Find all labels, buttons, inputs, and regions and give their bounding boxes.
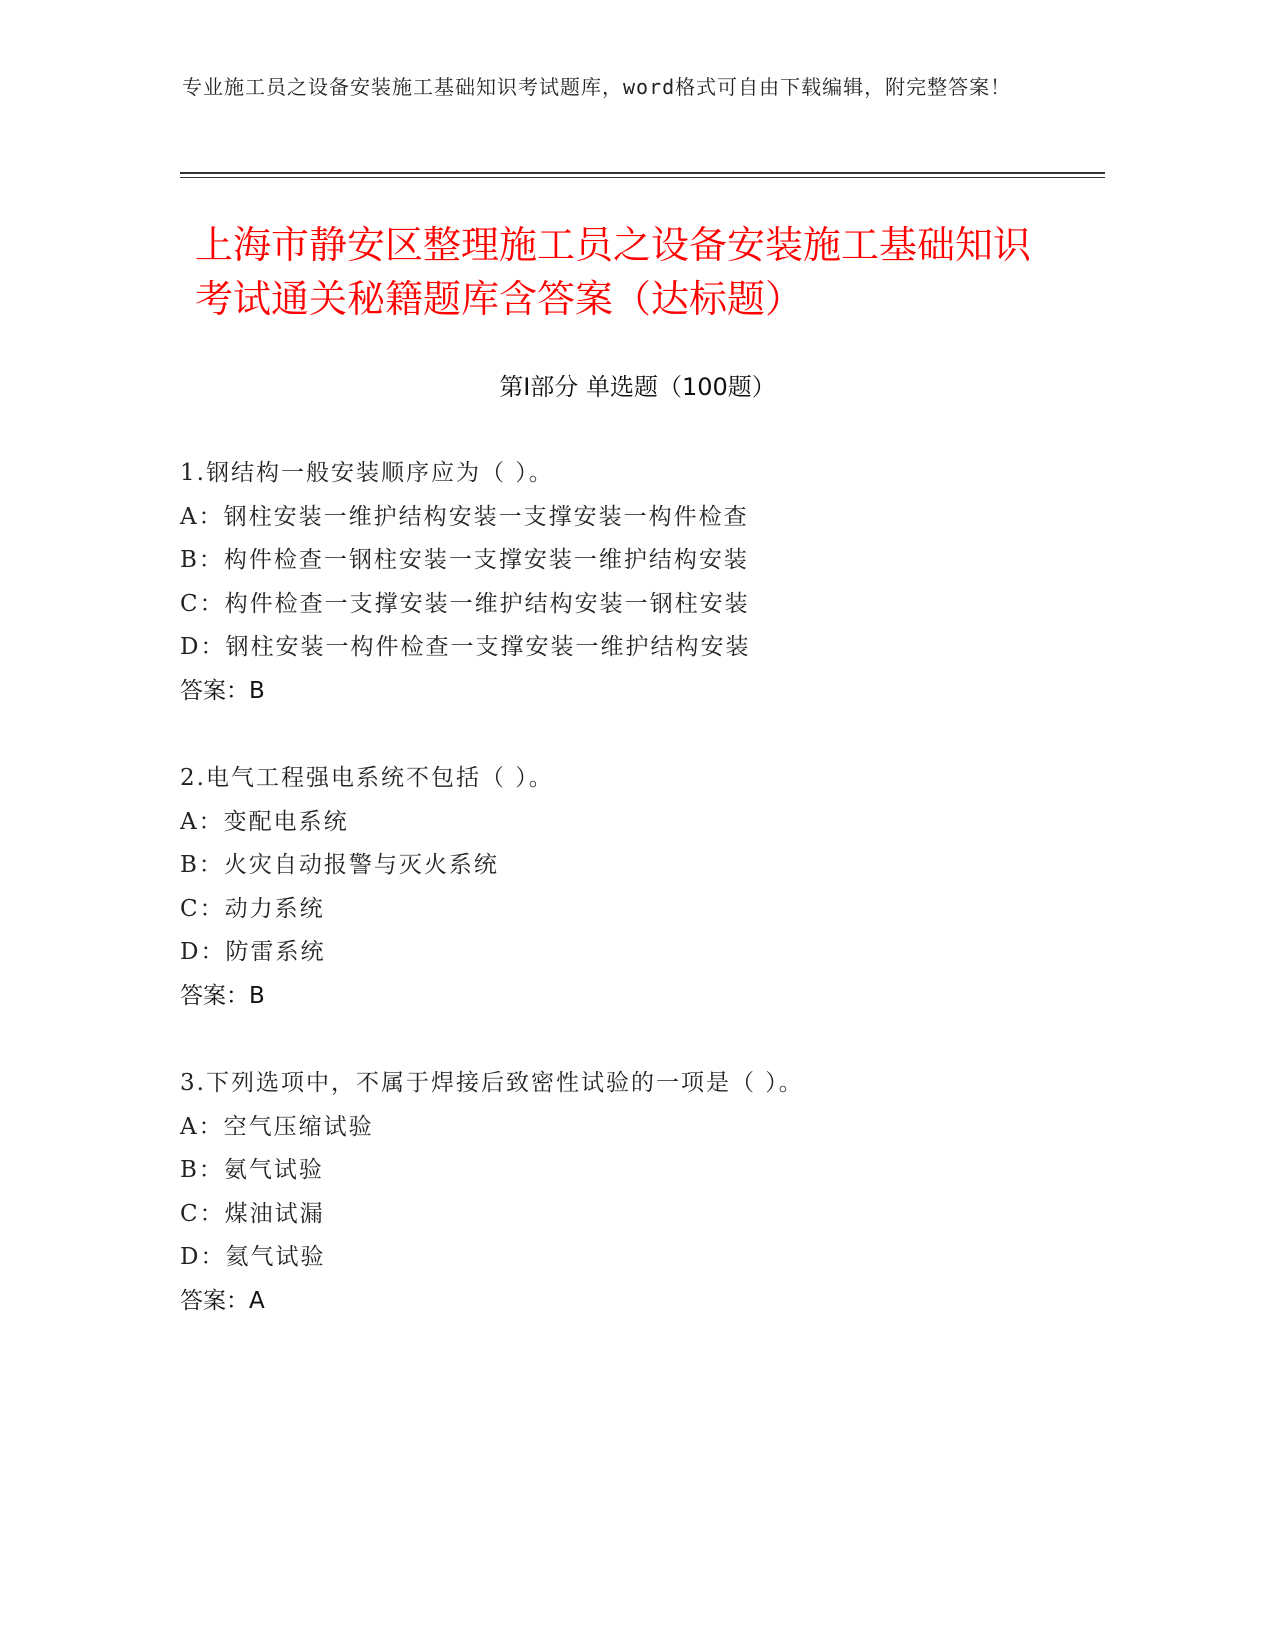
question-stem: 3.下列选项中，不属于焊接后致密性试验的一项是（ ）。 (180, 1070, 804, 1096)
question-3 (180, 1062, 1080, 1324)
option-c: C：动力系统 (180, 895, 325, 922)
section-heading: 第Ⅰ部分 单选题（100题） (499, 373, 776, 401)
option-a: A：钢柱安装一维护结构安装一支撑安装一构件检查 (180, 503, 749, 530)
option-b: B：构件检查一钢柱安装一支撑安装一维护结构安装 (180, 547, 749, 574)
question-stem: 1.钢结构一般安装顺序应为（ ）。 (180, 460, 554, 486)
option-b: B：氨气试验 (180, 1157, 324, 1184)
header-divider-thin (180, 177, 1105, 178)
header-note: 专业施工员之设备安装施工基础知识考试题库，word格式可自由下载编辑，附完整答案！ (182, 75, 1012, 99)
option-b: B：火灾自动报警与灭火系统 (180, 852, 499, 879)
question-stem: 2.电气工程强电系统不包括（ ）。 (180, 765, 554, 791)
question-2 (180, 757, 1080, 1019)
option-a: A：空气压缩试验 (180, 1113, 374, 1140)
document-title: 上海市静安区整理施工员之设备安装施工基础知识考试通关秘籍题库含答案（达标题） (195, 223, 1032, 321)
option-d: D：氦气试验 (180, 1244, 326, 1271)
question-1 (180, 452, 1080, 714)
option-d: D：防雷系统 (180, 939, 326, 966)
answer: 答案：B (180, 982, 265, 1009)
option-a: A：变配电系统 (180, 808, 349, 835)
option-d: D：钢柱安装一构件检查一支撑安装一维护结构安装 (180, 634, 751, 661)
answer: 答案：A (180, 1287, 265, 1314)
option-c: C：煤油试漏 (180, 1200, 325, 1227)
option-c: C：构件检查一支撑安装一维护结构安装一钢柱安装 (180, 590, 750, 617)
header-divider-thick (180, 172, 1105, 174)
answer: 答案：B (180, 677, 265, 704)
